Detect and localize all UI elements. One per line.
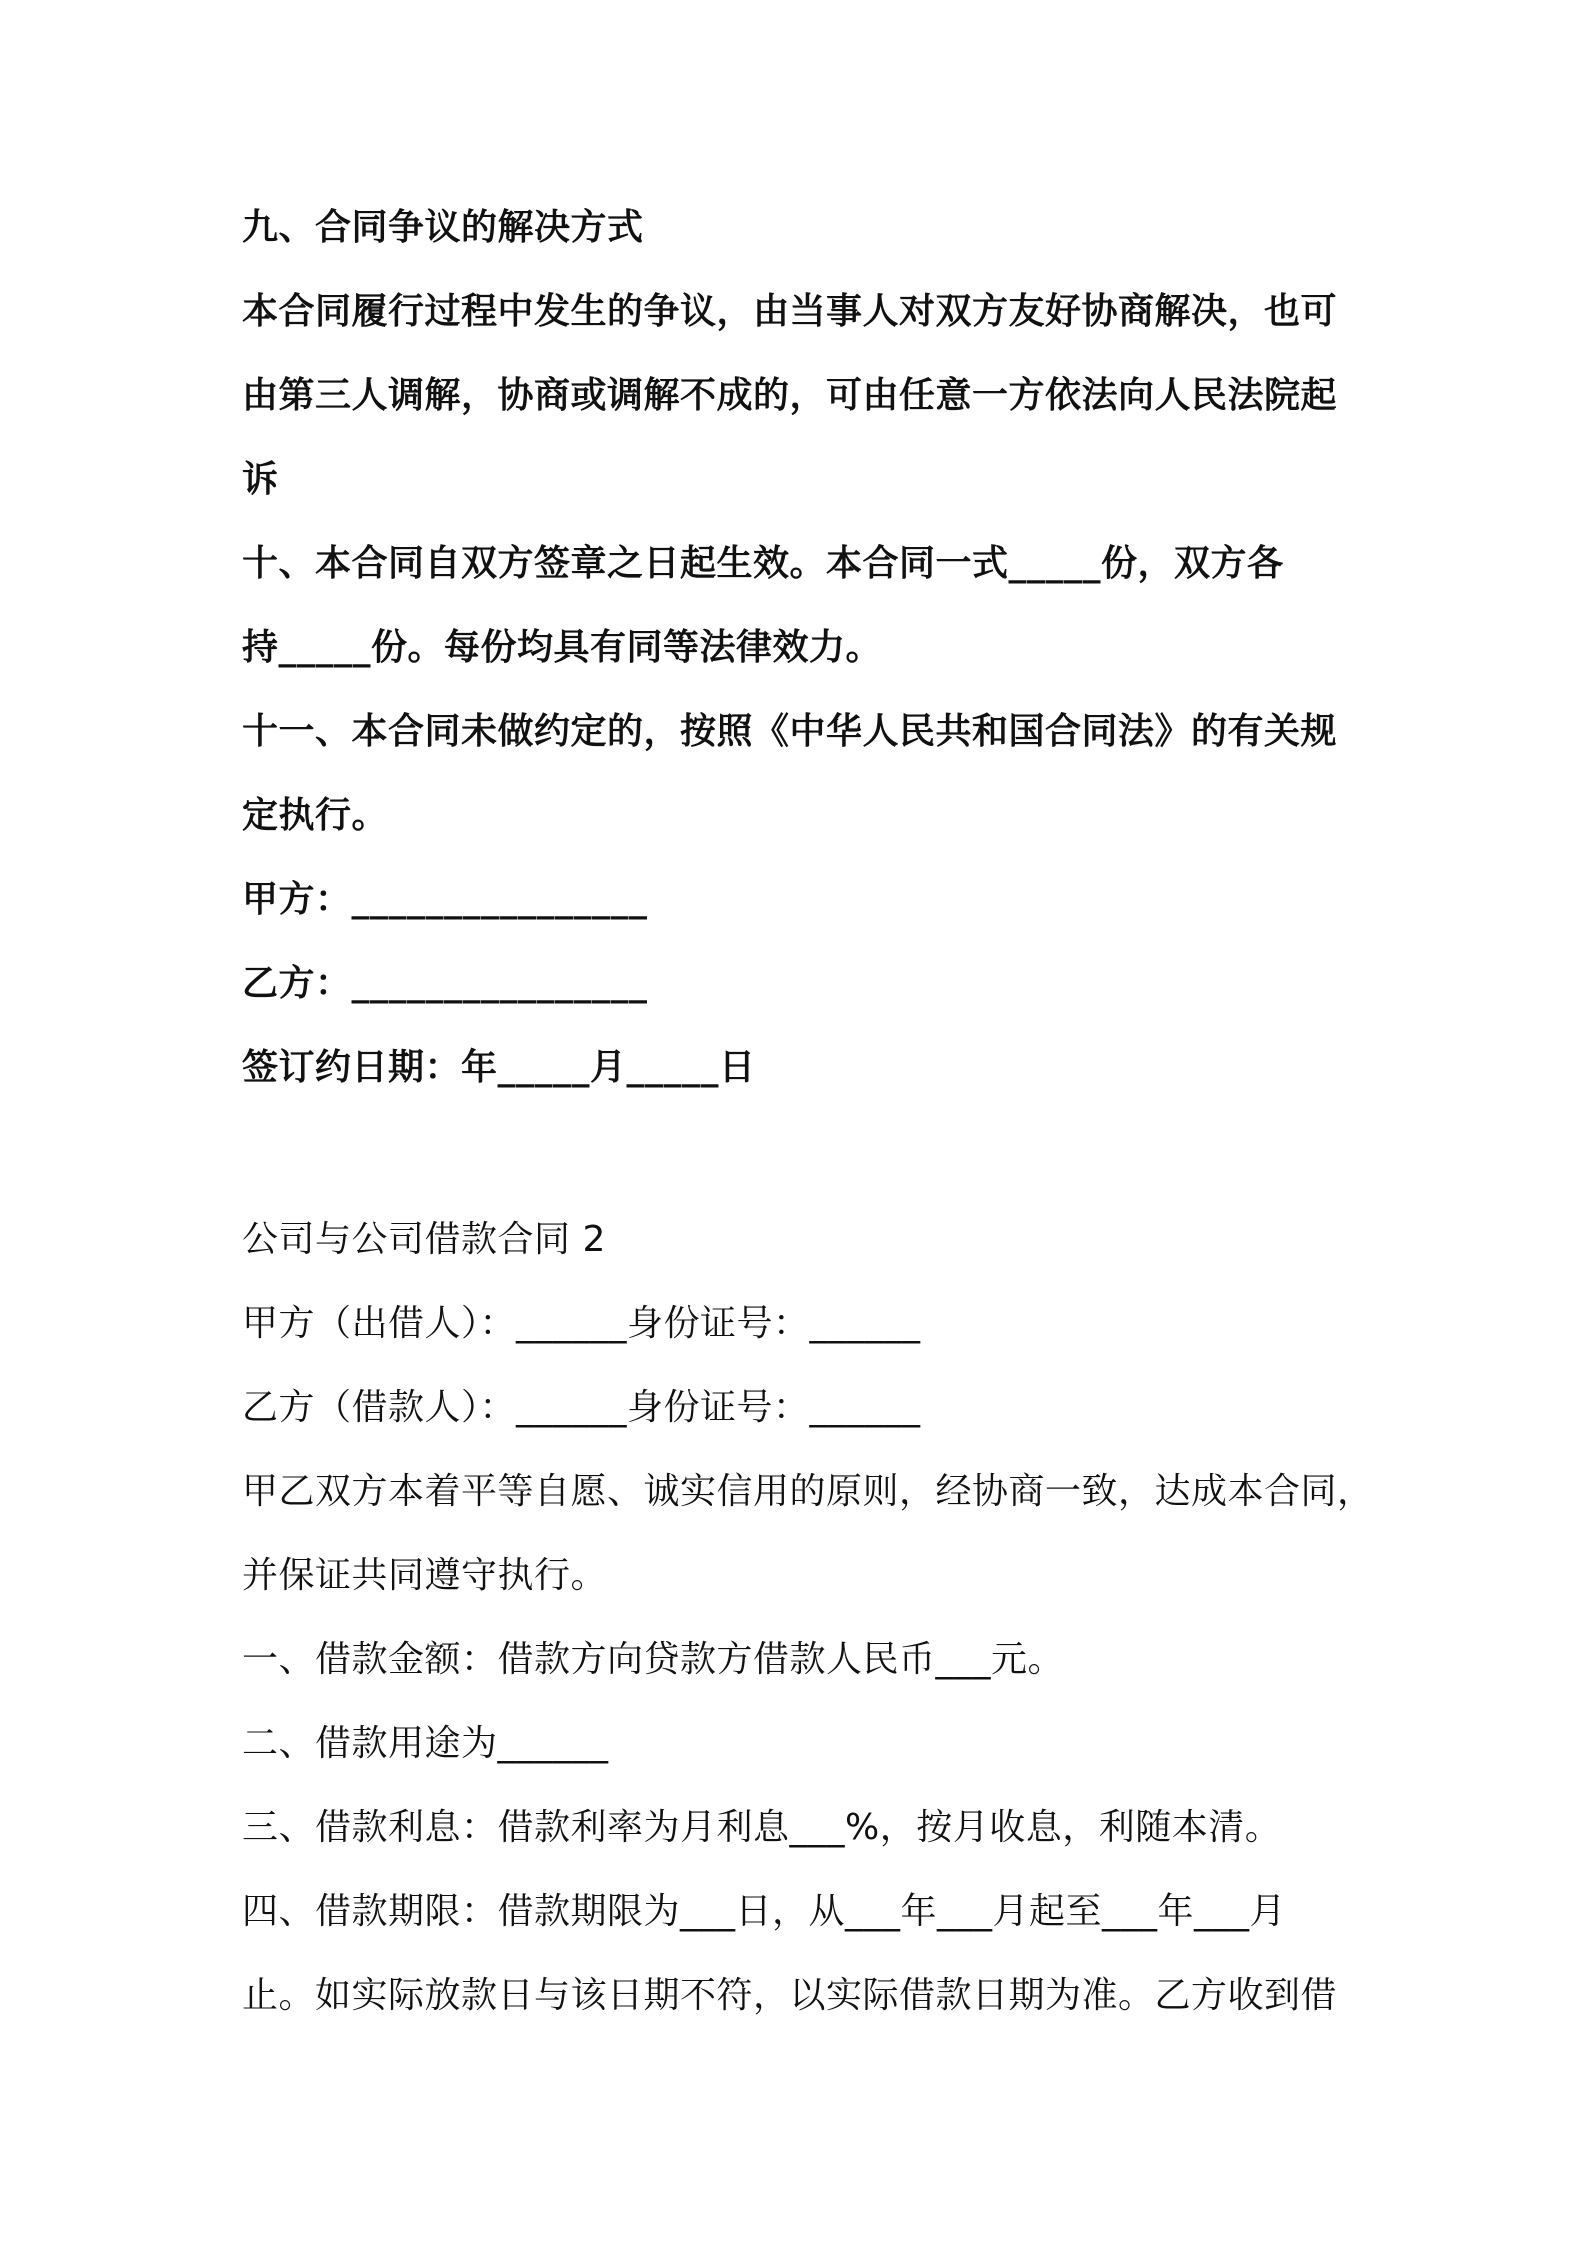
clause-loan-interest: 三、借款利息：借款利率为月利息___%，按月收息，利随本清。 xyxy=(242,1807,1282,1848)
clause-loan-purpose: 二、借款用途为______ xyxy=(242,1723,609,1764)
paragraph-line: 甲乙双方本着平等自愿、诚实信用的原则，经协商一致，达成本合同， xyxy=(242,1471,1374,1512)
party-a-signature: 甲方：________________ xyxy=(242,879,648,920)
clause-loan-term: 四、借款期限：借款期限为___日，从___年___月起至___年___月 xyxy=(242,1891,1287,1932)
contract-title: 公司与公司借款合同 2 xyxy=(242,1219,606,1260)
borrower-line: 乙方（借款人）：______身份证号：______ xyxy=(242,1387,921,1428)
paragraph-line: 本合同履行过程中发生的争议，由当事人对双方友好协商解决，也可 xyxy=(242,291,1338,332)
paragraph-line: 十一、本合同未做约定的，按照《中华人民共和国合同法》的有关规 xyxy=(242,711,1338,752)
paragraph-line: 定执行。 xyxy=(242,795,389,836)
sign-date: 签订约日期：年_____月_____日 xyxy=(242,1047,756,1088)
paragraph-line: 由第三人调解，协商或调解不成的，可由任意一方依法向人民法院起 xyxy=(242,375,1338,416)
paragraph-line: 持_____份。每份均具有同等法律效力。 xyxy=(242,627,883,668)
paragraph-line: 并保证共同遵守执行。 xyxy=(242,1555,608,1596)
clause-loan-amount: 一、借款金额：借款方向贷款方借款人民币___元。 xyxy=(242,1639,1065,1680)
party-b-signature: 乙方：________________ xyxy=(242,963,648,1004)
paragraph-line: 十、本合同自双方签章之日起生效。本合同一式_____份，双方各 xyxy=(242,543,1284,584)
lender-line: 甲方（出借人）：______身份证号：______ xyxy=(242,1303,921,1344)
paragraph-line: 诉 xyxy=(242,459,279,500)
paragraph-line: 止。如实际放款日与该日期不符，以实际借款日期为准。乙方收到借 xyxy=(242,1975,1338,2016)
heading-section-9: 九、合同争议的解决方式 xyxy=(242,207,644,248)
